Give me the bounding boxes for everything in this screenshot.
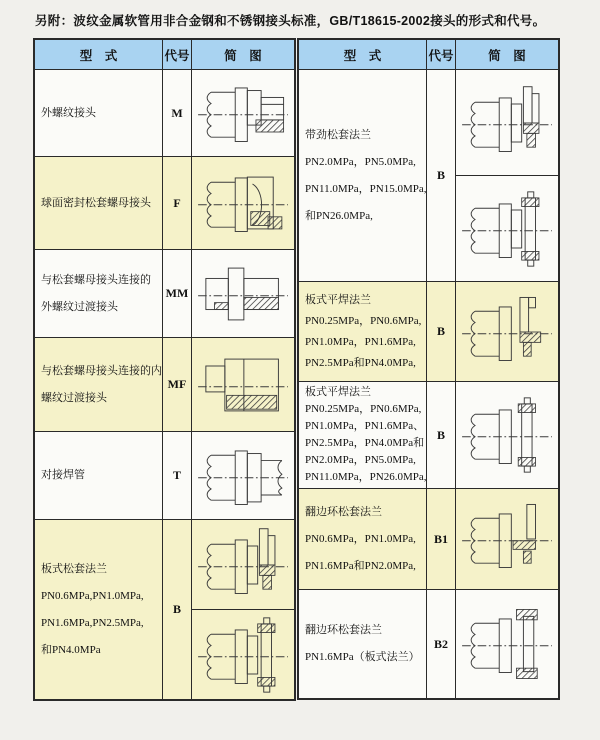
joint-type-label [41, 100, 96, 127]
butt-weld-pipe-diagram [195, 438, 291, 514]
joint-code: B [163, 520, 192, 699]
joint-type-line: PN1.0MPa，PN1.6MPa、 [305, 420, 425, 432]
column-header-type: 型 式 [35, 40, 163, 69]
joint-type-line: PN0.6MPa，PN1.0MPa, [305, 532, 416, 545]
joint-table-left [33, 38, 296, 701]
joint-type-line: 板式松套法兰 [41, 562, 107, 575]
diagram-cell [456, 590, 558, 698]
joint-type-line: 球面密封松套螺母接头 [41, 196, 151, 209]
joint-type-line: PN0.6MPa,PN1.0MPa, [41, 589, 144, 602]
flat-weld-flange-full-diagram [459, 397, 555, 473]
joint-type-line: PN0.25MPa，PN0.6MPa, [305, 314, 422, 327]
table-row [299, 489, 558, 590]
joint-type-label [41, 267, 151, 321]
table-header-row [35, 40, 294, 70]
joint-type-cell [35, 157, 163, 249]
joint-type-label [305, 384, 427, 486]
joint-type-cell [299, 382, 427, 488]
joint-type-label [305, 122, 427, 230]
joint-type-line: PN11.0MPa，PN26.0MPa, [305, 471, 427, 483]
joint-code: B1 [427, 489, 456, 589]
diagram-cell [192, 432, 294, 519]
table-row [35, 338, 294, 432]
diagram-cell [192, 520, 294, 699]
diagram-subcell [456, 382, 558, 488]
joint-type-line: PN1.6MPa,PN2.5MPa, [41, 616, 144, 629]
joint-code: B [427, 70, 456, 281]
diagram-subcell [192, 610, 294, 699]
joint-code: B2 [427, 590, 456, 698]
diagram-subcell [456, 489, 558, 589]
male-thread-joint-diagram [195, 75, 291, 151]
diagram-subcell [192, 70, 294, 156]
joint-type-label [41, 358, 162, 412]
joint-type-line: PN1.6MPa（板式法兰） [305, 651, 420, 663]
diagram-cell [192, 338, 294, 431]
column-header-code: 代号 [427, 40, 456, 69]
spherical-seal-swivel-nut-joint-diagram [195, 165, 291, 241]
joint-type-cell [299, 70, 427, 281]
joint-type-cell [35, 338, 163, 431]
joint-code: B [427, 282, 456, 381]
flanged-ring-plate-flange-diagram [459, 606, 555, 682]
joint-type-line: 和PN4.0MPa [41, 643, 101, 656]
joint-type-line: PN1.6MPa和PN2.0MPa, [305, 559, 416, 572]
page-title: 另附：波纹金属软管用非合金钢和不锈钢接头标准，GB/T18615-2002接头的形式和代号。 [35, 14, 546, 28]
joint-type-line: PN0.25MPa，PN0.6MPa, [305, 403, 422, 415]
joint-type-line: 带劲松套法兰 [305, 128, 371, 141]
joint-code: MF [163, 338, 192, 431]
table-header-row [299, 40, 558, 70]
table-row [299, 282, 558, 382]
table-row [35, 157, 294, 250]
joint-type-cell [35, 70, 163, 156]
joint-type-line: PN2.5MPa，PN4.0MPa和 [305, 437, 425, 449]
joint-type-line: 外螺纹接头 [41, 106, 96, 119]
joint-code: B [427, 382, 456, 488]
joint-type-label [41, 190, 151, 217]
joint-type-label [305, 290, 421, 374]
diagram-subcell [192, 520, 294, 610]
joint-type-label [305, 617, 420, 671]
joint-type-line: PN1.0MPa，PN1.6MPa, [305, 335, 416, 348]
diagram-cell [456, 70, 558, 281]
joint-table-right [297, 38, 560, 700]
neck-loose-flange-b-diagram [459, 191, 555, 267]
joint-code: F [163, 157, 192, 249]
diagram-cell [192, 250, 294, 337]
table-row [35, 520, 294, 699]
diagram-cell [192, 70, 294, 156]
joint-type-line: 与松套螺母接头连接的 [41, 273, 151, 286]
joint-code: MM [163, 250, 192, 337]
plate-loose-flange-full-diagram [195, 617, 291, 693]
table-row [35, 70, 294, 157]
joint-type-line: 板式平焊法兰 [305, 293, 371, 306]
joint-type-line: PN2.0MPa，PN5.0MPa, [305, 155, 416, 168]
joint-type-line: PN2.0MPa，PN5.0MPa, [305, 454, 416, 466]
joint-type-cell [35, 432, 163, 519]
plate-loose-flange-neck-diagram [195, 527, 291, 603]
diagram-cell [456, 489, 558, 589]
joint-code: M [163, 70, 192, 156]
column-header-diagram: 简 图 [488, 48, 526, 63]
diagram-cell [456, 282, 558, 381]
diagram-subcell [456, 282, 558, 381]
diagram-subcell [456, 590, 558, 698]
diagram-subcell [192, 432, 294, 519]
male-thread-adapter-diagram [195, 256, 291, 332]
table-row [299, 70, 558, 282]
joint-type-line: 螺纹过渡接头 [41, 391, 107, 404]
joint-type-line: PN11.0MPa，PN15.0MPa, [305, 182, 427, 195]
column-header-type: 型 式 [299, 40, 427, 69]
joint-type-line: 翻边环松套法兰 [305, 505, 382, 518]
joint-type-line: 外螺纹过渡接头 [41, 300, 118, 313]
diagram-subcell [192, 157, 294, 249]
neck-loose-flange-a-diagram [459, 85, 555, 161]
female-thread-adapter-diagram [195, 347, 291, 423]
joint-type-line: 翻边环松套法兰 [305, 624, 382, 636]
diagram-subcell [192, 250, 294, 337]
flanged-ring-loose-flange-diagram [459, 501, 555, 577]
table-row [299, 590, 558, 698]
joint-type-cell [35, 250, 163, 337]
table-row [35, 250, 294, 338]
joint-type-label [41, 462, 85, 489]
table-row [299, 382, 558, 489]
joint-type-line: 和PN26.0MPa, [305, 209, 373, 222]
joint-type-label [41, 556, 144, 664]
flat-weld-flange-diagram [459, 294, 555, 370]
diagram-subcell [192, 338, 294, 431]
joint-type-cell [299, 590, 427, 698]
joint-type-line: PN2.5MPa和PN4.0MPa, [305, 356, 416, 369]
joint-type-cell [299, 489, 427, 589]
diagram-subcell [456, 176, 558, 281]
column-header-diagram: 简 图 [224, 48, 262, 63]
diagram-subcell [456, 70, 558, 176]
diagram-cell [192, 157, 294, 249]
joint-type-cell [299, 282, 427, 381]
joint-type-line: 板式平焊法兰 [305, 386, 371, 398]
diagram-cell [456, 382, 558, 488]
joint-type-line: 与松套螺母接头连接的内 [41, 364, 162, 377]
joint-type-cell [35, 520, 163, 699]
joint-type-label [305, 499, 416, 580]
column-header-code: 代号 [163, 40, 192, 69]
table-row [35, 432, 294, 520]
joint-type-line: 对接焊管 [41, 469, 85, 481]
joint-code: T [163, 432, 192, 519]
